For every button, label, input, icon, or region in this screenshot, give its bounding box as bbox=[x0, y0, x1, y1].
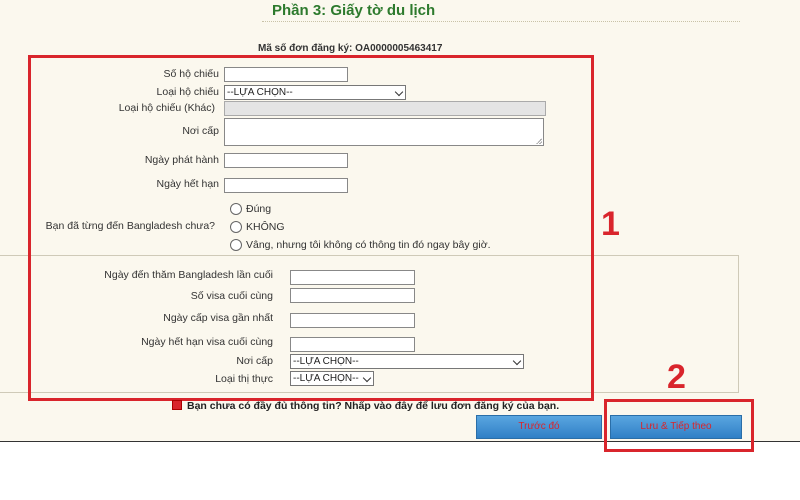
expiry-date-label: Ngày hết hạn bbox=[156, 178, 219, 190]
highlight-box-2 bbox=[604, 399, 754, 452]
issue-place-label: Nơi cấp bbox=[182, 125, 219, 137]
visa-type-selected: --LỰA CHỌN-- bbox=[293, 373, 359, 384]
passport-type-other-label: Loại hộ chiếu (Khác) bbox=[118, 102, 215, 114]
radio-label: KHÔNG bbox=[246, 221, 285, 233]
warning-icon bbox=[172, 400, 182, 410]
annotation-badge-1: 1 bbox=[601, 205, 620, 243]
last-visa-number-label: Số visa cuối cùng bbox=[190, 290, 273, 302]
radio-label: Vâng, nhưng tôi không có thông tin đó ngay bây giờ. bbox=[246, 239, 491, 251]
passport-number-label: Số hộ chiếu bbox=[163, 68, 219, 80]
last-visa-issue-date-label: Ngày cấp visa gần nhất bbox=[163, 312, 273, 324]
annotation-badge-2: 2 bbox=[667, 358, 686, 396]
visa-issue-place-label: Nơi cấp bbox=[236, 355, 273, 367]
visa-type-label: Loại thị thực bbox=[215, 373, 273, 385]
passport-type-selected: --LỰA CHỌN-- bbox=[227, 87, 293, 98]
registration-number: Mã số đơn đăng ký: OA0000005463417 bbox=[258, 43, 443, 54]
issue-date-label: Ngày phát hành bbox=[144, 154, 219, 166]
last-visa-expiry-date-label: Ngày hết hạn visa cuối cùng bbox=[141, 336, 273, 348]
save-continue-button[interactable]: Lưu & Tiếp theo bbox=[610, 415, 742, 439]
title-divider bbox=[262, 21, 740, 22]
visited-bangladesh-question: Bạn đã từng đến Bangladesh chưa? bbox=[45, 220, 215, 232]
save-notice-link[interactable]: Bạn chưa có đầy đủ thông tin? Nhấp vào đây để lưu đơn đăng ký của bạn. bbox=[187, 400, 560, 412]
radio-label: Đúng bbox=[246, 203, 272, 215]
visa-issue-place-selected: --LỰA CHỌN-- bbox=[293, 356, 359, 367]
back-button[interactable]: Trước đó bbox=[476, 415, 602, 439]
passport-type-label: Loại hộ chiếu bbox=[156, 86, 219, 98]
page-title: Phần 3: Giấy tờ du lịch bbox=[272, 2, 436, 19]
highlight-box-1 bbox=[28, 55, 594, 401]
last-visit-date-label: Ngày đến thăm Bangladesh lần cuối bbox=[104, 269, 273, 281]
